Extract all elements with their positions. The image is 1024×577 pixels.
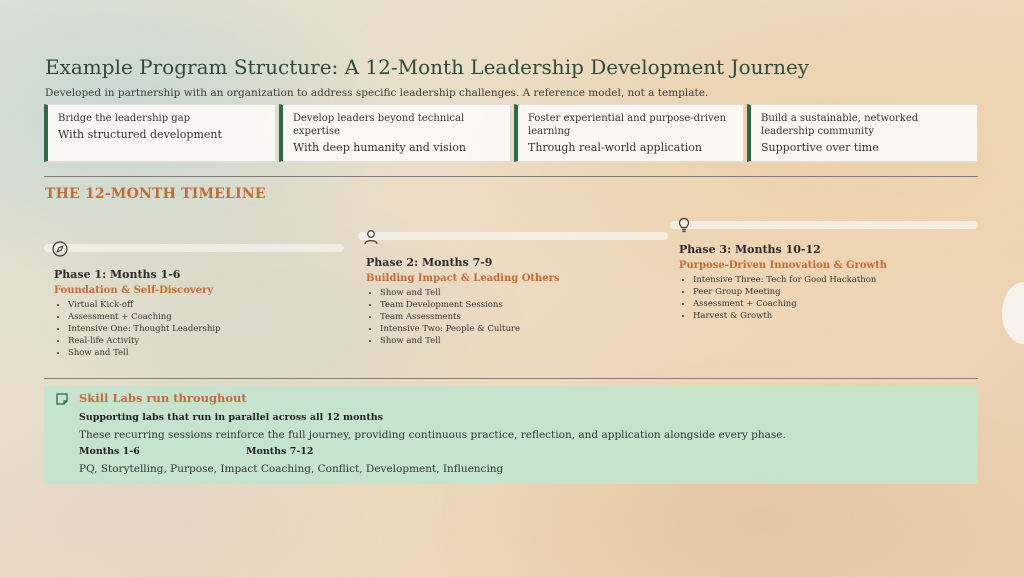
skill-labs-list: PQ, Storytelling, Purpose, Impact Coaching, Conflict, Development, Influencing [79, 463, 504, 475]
timeline-title: THE 12-MONTH TIMELINE [45, 186, 266, 202]
skill-labs-description: These recurring sessions reinforce the full journey, providing continuous practice, reflection, and application alongside every phase. [79, 429, 786, 441]
phase-heading: Phase 1: Months 1-6 [54, 268, 181, 281]
skill-labs-title: Skill Labs run throughout [79, 391, 247, 405]
goal-card-3 [514, 104, 744, 162]
phase-3 [679, 243, 887, 322]
phase-heading: Phase 2: Months 7-9 [366, 256, 493, 269]
page-title: Example Program Structure: A 12-Month Leadership Development Journey [45, 55, 810, 79]
list-item: • Assessment + Coaching [68, 311, 220, 323]
months-7-12-label: Months 7-12 [246, 446, 314, 457]
phase-item-list [366, 287, 560, 347]
list-item: • Intensive One: Thought Leadership [68, 323, 220, 335]
phase-subtitle: Purpose-Driven Innovation & Growth [679, 260, 888, 271]
list-item: • Show and Tell [380, 287, 560, 299]
goal-card-1 [44, 104, 276, 162]
goal-card-subtitle: Supportive over time [761, 141, 879, 154]
list-item: • Peer Group Meeting [693, 286, 887, 298]
section-divider [44, 176, 978, 177]
person-icon [362, 228, 380, 246]
list-item: • Show and Tell [380, 335, 560, 347]
skill-labs-subtitle: Supporting labs that run in parallel across all 12 months [79, 412, 383, 423]
list-item: • Virtual Kick-off [68, 299, 220, 311]
timeline-track-phase-1 [44, 244, 344, 252]
goal-card-2 [279, 104, 511, 162]
goal-card-title: Develop leaders beyond technical expertise [293, 113, 465, 137]
phase-2 [366, 256, 560, 347]
list-item: • Show and Tell [68, 347, 220, 359]
goal-card-subtitle: Through real-world application [528, 141, 702, 154]
goal-card-subtitle: With structured development [58, 128, 222, 141]
goal-cards [44, 104, 978, 164]
lightbulb-icon [675, 216, 693, 234]
decorative-circle [1002, 282, 1024, 344]
phase-subtitle: Foundation & Self-Discovery [54, 285, 214, 296]
months-1-6-label: Months 1-6 [79, 446, 140, 457]
section-divider [44, 378, 978, 379]
phase-item-list [679, 274, 887, 322]
list-item: • Intensive Two: People & Culture [380, 323, 560, 335]
timeline-track-phase-2 [358, 232, 668, 240]
list-item: • Team Assessments [380, 311, 560, 323]
goal-card-title: Foster experiential and purpose-driven learning [528, 113, 727, 137]
phase-item-list [54, 299, 220, 359]
phase-subtitle: Building Impact & Leading Others [366, 273, 560, 284]
skill-labs-panel [44, 386, 978, 484]
goal-card-subtitle: With deep humanity and vision [293, 141, 466, 154]
goal-card-title: Build a sustainable, networked leadership community [761, 113, 919, 137]
goal-card-4 [747, 104, 978, 162]
list-item: • Team Development Sessions [380, 299, 560, 311]
list-item: • Harvest & Growth [693, 310, 887, 322]
compass-icon [51, 240, 69, 258]
goal-card-title: Bridge the leadership gap [58, 113, 191, 124]
page-subtitle: Developed in partnership with an organization to address specific leadership challenges. A reference model, not a template. [45, 87, 709, 99]
phase-heading: Phase 3: Months 10-12 [679, 243, 821, 256]
timeline-track-phase-3 [670, 221, 978, 229]
list-item: • Assessment + Coaching [693, 298, 887, 310]
list-item: • Intensive Three: Tech for Good Hackathon [693, 274, 887, 286]
list-item: • Real-life Activity [68, 335, 220, 347]
note-icon [55, 392, 69, 406]
phase-1 [54, 268, 220, 359]
